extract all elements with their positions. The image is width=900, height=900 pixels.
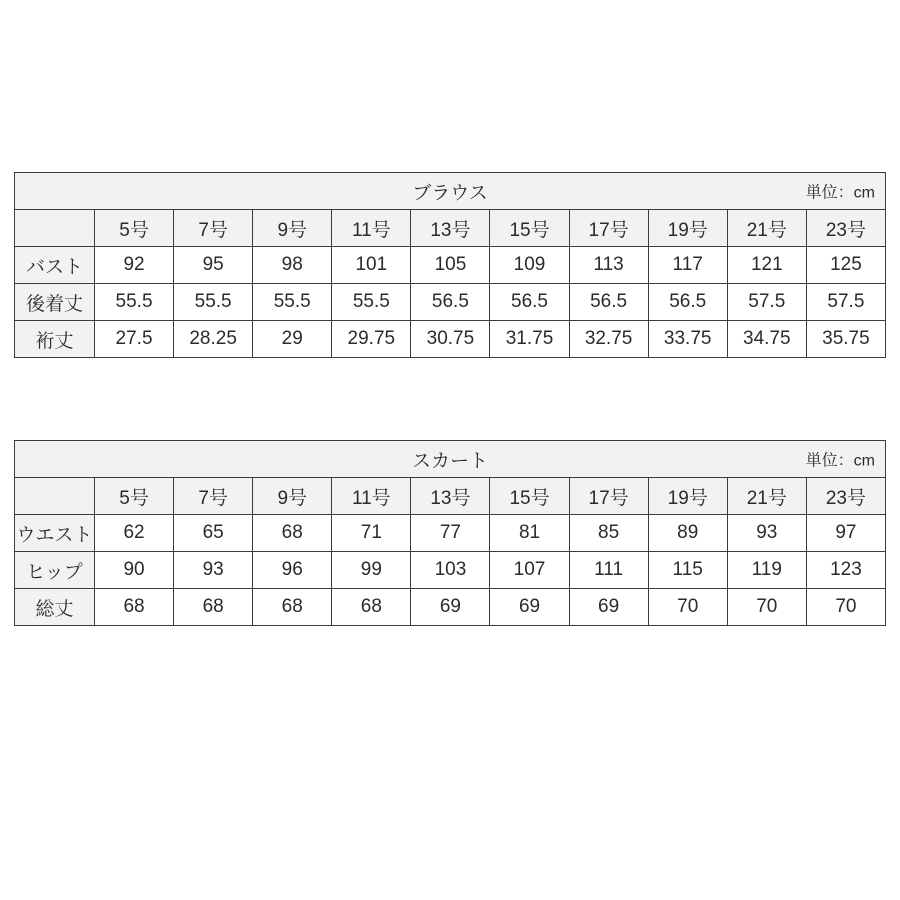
value-cell: 55.5	[253, 284, 332, 321]
value-cell: 35.75	[806, 321, 885, 358]
value-cell: 56.5	[411, 284, 490, 321]
value-cell: 113	[569, 247, 648, 284]
value-cell: 69	[490, 589, 569, 626]
size-header-row	[15, 478, 886, 515]
size-header-cell: 9号	[253, 210, 332, 247]
size-header-corner-cell	[15, 478, 95, 515]
skirt-size-table-block	[14, 440, 886, 626]
value-cell: 70	[806, 589, 885, 626]
row-label-cell: 総丈	[15, 589, 95, 626]
value-cell: 70	[648, 589, 727, 626]
unit-label: 単位：cm	[805, 184, 875, 202]
value-cell: 56.5	[490, 284, 569, 321]
row-label-cell: バスト	[15, 247, 95, 284]
value-cell: 109	[490, 247, 569, 284]
table-title-row	[15, 173, 886, 210]
value-cell: 31.75	[490, 321, 569, 358]
value-cell: 123	[806, 552, 885, 589]
size-header-cell: 17号	[569, 210, 648, 247]
value-cell: 55.5	[95, 284, 174, 321]
value-cell: 115	[648, 552, 727, 589]
size-header-cell: 21号	[727, 478, 806, 515]
value-cell: 98	[253, 247, 332, 284]
row-label-cell: ヒップ	[15, 552, 95, 589]
value-cell: 69	[411, 589, 490, 626]
measurement-row	[15, 589, 886, 626]
value-cell: 107	[490, 552, 569, 589]
measurement-row	[15, 247, 886, 284]
measurement-row	[15, 515, 886, 552]
size-header-corner-cell	[15, 210, 95, 247]
size-header-cell: 13号	[411, 478, 490, 515]
value-cell: 69	[569, 589, 648, 626]
value-cell: 89	[648, 515, 727, 552]
value-cell: 95	[174, 247, 253, 284]
value-cell: 101	[332, 247, 411, 284]
size-header-cell: 5号	[95, 478, 174, 515]
size-header-cell: 7号	[174, 210, 253, 247]
value-cell: 68	[95, 589, 174, 626]
value-cell: 70	[727, 589, 806, 626]
value-cell: 29.75	[332, 321, 411, 358]
size-header-cell: 11号	[332, 210, 411, 247]
size-header-cell: 11号	[332, 478, 411, 515]
value-cell: 55.5	[174, 284, 253, 321]
value-cell: 90	[95, 552, 174, 589]
value-cell: 111	[569, 552, 648, 589]
value-cell: 81	[490, 515, 569, 552]
size-header-cell: 13号	[411, 210, 490, 247]
table-title: ブラウス	[412, 182, 488, 204]
table-title-row	[15, 441, 886, 478]
value-cell: 62	[95, 515, 174, 552]
size-header-cell: 9号	[253, 478, 332, 515]
value-cell: 96	[253, 552, 332, 589]
value-cell: 33.75	[648, 321, 727, 358]
unit-label: 単位：cm	[805, 452, 875, 470]
value-cell: 55.5	[332, 284, 411, 321]
size-header-cell: 21号	[727, 210, 806, 247]
value-cell: 34.75	[727, 321, 806, 358]
value-cell: 68	[332, 589, 411, 626]
table-title: スカート	[411, 450, 488, 472]
table-title-cell	[15, 441, 886, 478]
value-cell: 65	[174, 515, 253, 552]
value-cell: 77	[411, 515, 490, 552]
size-header-cell: 15号	[490, 478, 569, 515]
value-cell: 97	[806, 515, 885, 552]
value-cell: 32.75	[569, 321, 648, 358]
row-label-cell: 後着丈	[15, 284, 95, 321]
measurement-row	[15, 321, 886, 358]
size-header-row	[15, 210, 886, 247]
size-header-cell: 5号	[95, 210, 174, 247]
blouse-size-table-block	[14, 172, 886, 358]
size-header-cell: 23号	[806, 210, 885, 247]
value-cell: 121	[727, 247, 806, 284]
value-cell: 28.25	[174, 321, 253, 358]
value-cell: 56.5	[569, 284, 648, 321]
value-cell: 105	[411, 247, 490, 284]
value-cell: 125	[806, 247, 885, 284]
value-cell: 56.5	[648, 284, 727, 321]
value-cell: 99	[332, 552, 411, 589]
value-cell: 117	[648, 247, 727, 284]
size-header-cell: 19号	[648, 210, 727, 247]
row-label-cell: ウエスト	[15, 515, 95, 552]
size-header-cell: 7号	[174, 478, 253, 515]
row-label-cell: 裄丈	[15, 321, 95, 358]
size-header-cell: 15号	[490, 210, 569, 247]
measurement-row	[15, 284, 886, 321]
size-header-cell: 17号	[569, 478, 648, 515]
value-cell: 68	[174, 589, 253, 626]
value-cell: 68	[253, 515, 332, 552]
size-header-cell: 19号	[648, 478, 727, 515]
measurement-row	[15, 552, 886, 589]
value-cell: 68	[253, 589, 332, 626]
value-cell: 57.5	[727, 284, 806, 321]
value-cell: 85	[569, 515, 648, 552]
blouse-size-table	[14, 172, 886, 358]
value-cell: 30.75	[411, 321, 490, 358]
value-cell: 27.5	[95, 321, 174, 358]
value-cell: 93	[174, 552, 253, 589]
value-cell: 71	[332, 515, 411, 552]
value-cell: 119	[727, 552, 806, 589]
table-title-cell	[15, 173, 886, 210]
size-header-cell: 23号	[806, 478, 885, 515]
value-cell: 93	[727, 515, 806, 552]
value-cell: 57.5	[806, 284, 885, 321]
skirt-size-table	[14, 440, 886, 626]
value-cell: 103	[411, 552, 490, 589]
value-cell: 92	[95, 247, 174, 284]
value-cell: 29	[253, 321, 332, 358]
